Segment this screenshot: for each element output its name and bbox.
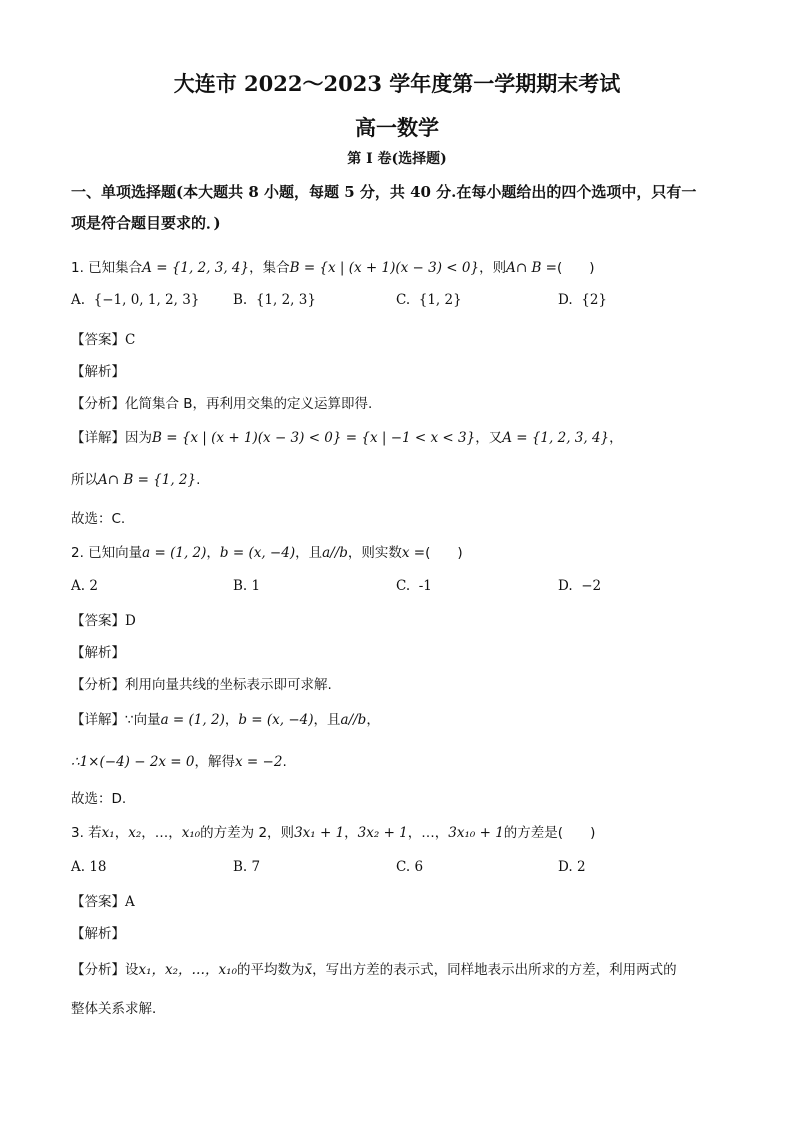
q3-option-b: B. 7 <box>233 859 261 875</box>
q1-fenxi: 【分析】化简集合 B，再利用交集的定义运算即得. <box>71 396 373 412</box>
subject-title: 高一数学 <box>355 115 439 140</box>
q3-fenxi-line2: 整体关系求解． <box>71 1001 166 1017</box>
q1-option-b: B. {1, 2, 3} <box>233 292 316 308</box>
q1-detail: 【详解】因为B = {x | (x + 1)(x − 3) < 0} = {x | −1 < x < 3}，又A = {1, 2, 3, 4}， <box>71 430 623 446</box>
q2-option-a: A. 2 <box>71 578 98 594</box>
q1-stem: 1. 已知集合A = {1, 2, 3, 4}，集合B = {x | (x + 1)(x − 3) < 0}，则A∩ B =( ) <box>71 260 595 276</box>
part-title: 第 I 卷(选择题) <box>347 151 447 167</box>
q1-answer: 【答案】C <box>71 332 136 348</box>
q2-answer: 【答案】D <box>71 613 136 629</box>
q3-option-c: C. 6 <box>396 859 424 875</box>
q1-analysis-tag: 【解析】 <box>71 364 125 380</box>
q2-detail: 【详解】∵向量a = (1, 2)，b = (x, −4)，且a//b， <box>71 712 380 728</box>
q2-choose: 故选：D. <box>71 791 127 807</box>
q3-answer: 【答案】A <box>71 894 135 910</box>
q1-option-d: D. {2} <box>558 292 608 308</box>
q2-fenxi: 【分析】利用向量共线的坐标表示即可求解. <box>71 677 332 693</box>
q3-stem: 3. 若x₁，x₂，…，x₁₀的方差为 2，则3x₁ + 1，3x₂ + 1，…，3x₁₀ + 1的方差是( ) <box>71 825 596 841</box>
section-heading-line2: 项是符合题目要求的．) <box>71 214 221 232</box>
section-heading-line1: 一、单项选择题(本大题共 8 小题，每题 5 分，共 40 分.在每小题给出的四个选项中，只有一 <box>71 183 697 201</box>
q2-option-d: D. −2 <box>558 578 602 594</box>
q2-stem: 2. 已知向量a = (1, 2)，b = (x, −4)，且a//b，则实数x =( ) <box>71 545 463 561</box>
q1-conclusion: 所以A∩ B = {1, 2}. <box>71 472 201 488</box>
q3-option-a: A. 18 <box>71 859 107 875</box>
q2-option-c: C. -1 <box>396 578 432 594</box>
q2-option-b: B. 1 <box>233 578 261 594</box>
q3-analysis-tag: 【解析】 <box>71 926 125 942</box>
q2-therefore: ∴1×(−4) − 2x = 0，解得x = −2. <box>71 754 287 770</box>
q2-analysis-tag: 【解析】 <box>71 645 125 661</box>
q1-option-a: A. {−1, 0, 1, 2, 3} <box>71 292 200 308</box>
q3-fenxi: 【分析】设x₁，x₂，…，x₁₀的平均数为x̄，写出方差的表示式，同样地表示出所求的方差，利用两式的 <box>71 962 677 978</box>
q1-option-c: C. {1, 2} <box>396 292 462 308</box>
exam-title: 大连市 2022～2023 学年度第一学期期末考试 <box>173 71 621 96</box>
q1-choose: 故选：C. <box>71 511 126 527</box>
q3-option-d: D. 2 <box>558 859 586 875</box>
